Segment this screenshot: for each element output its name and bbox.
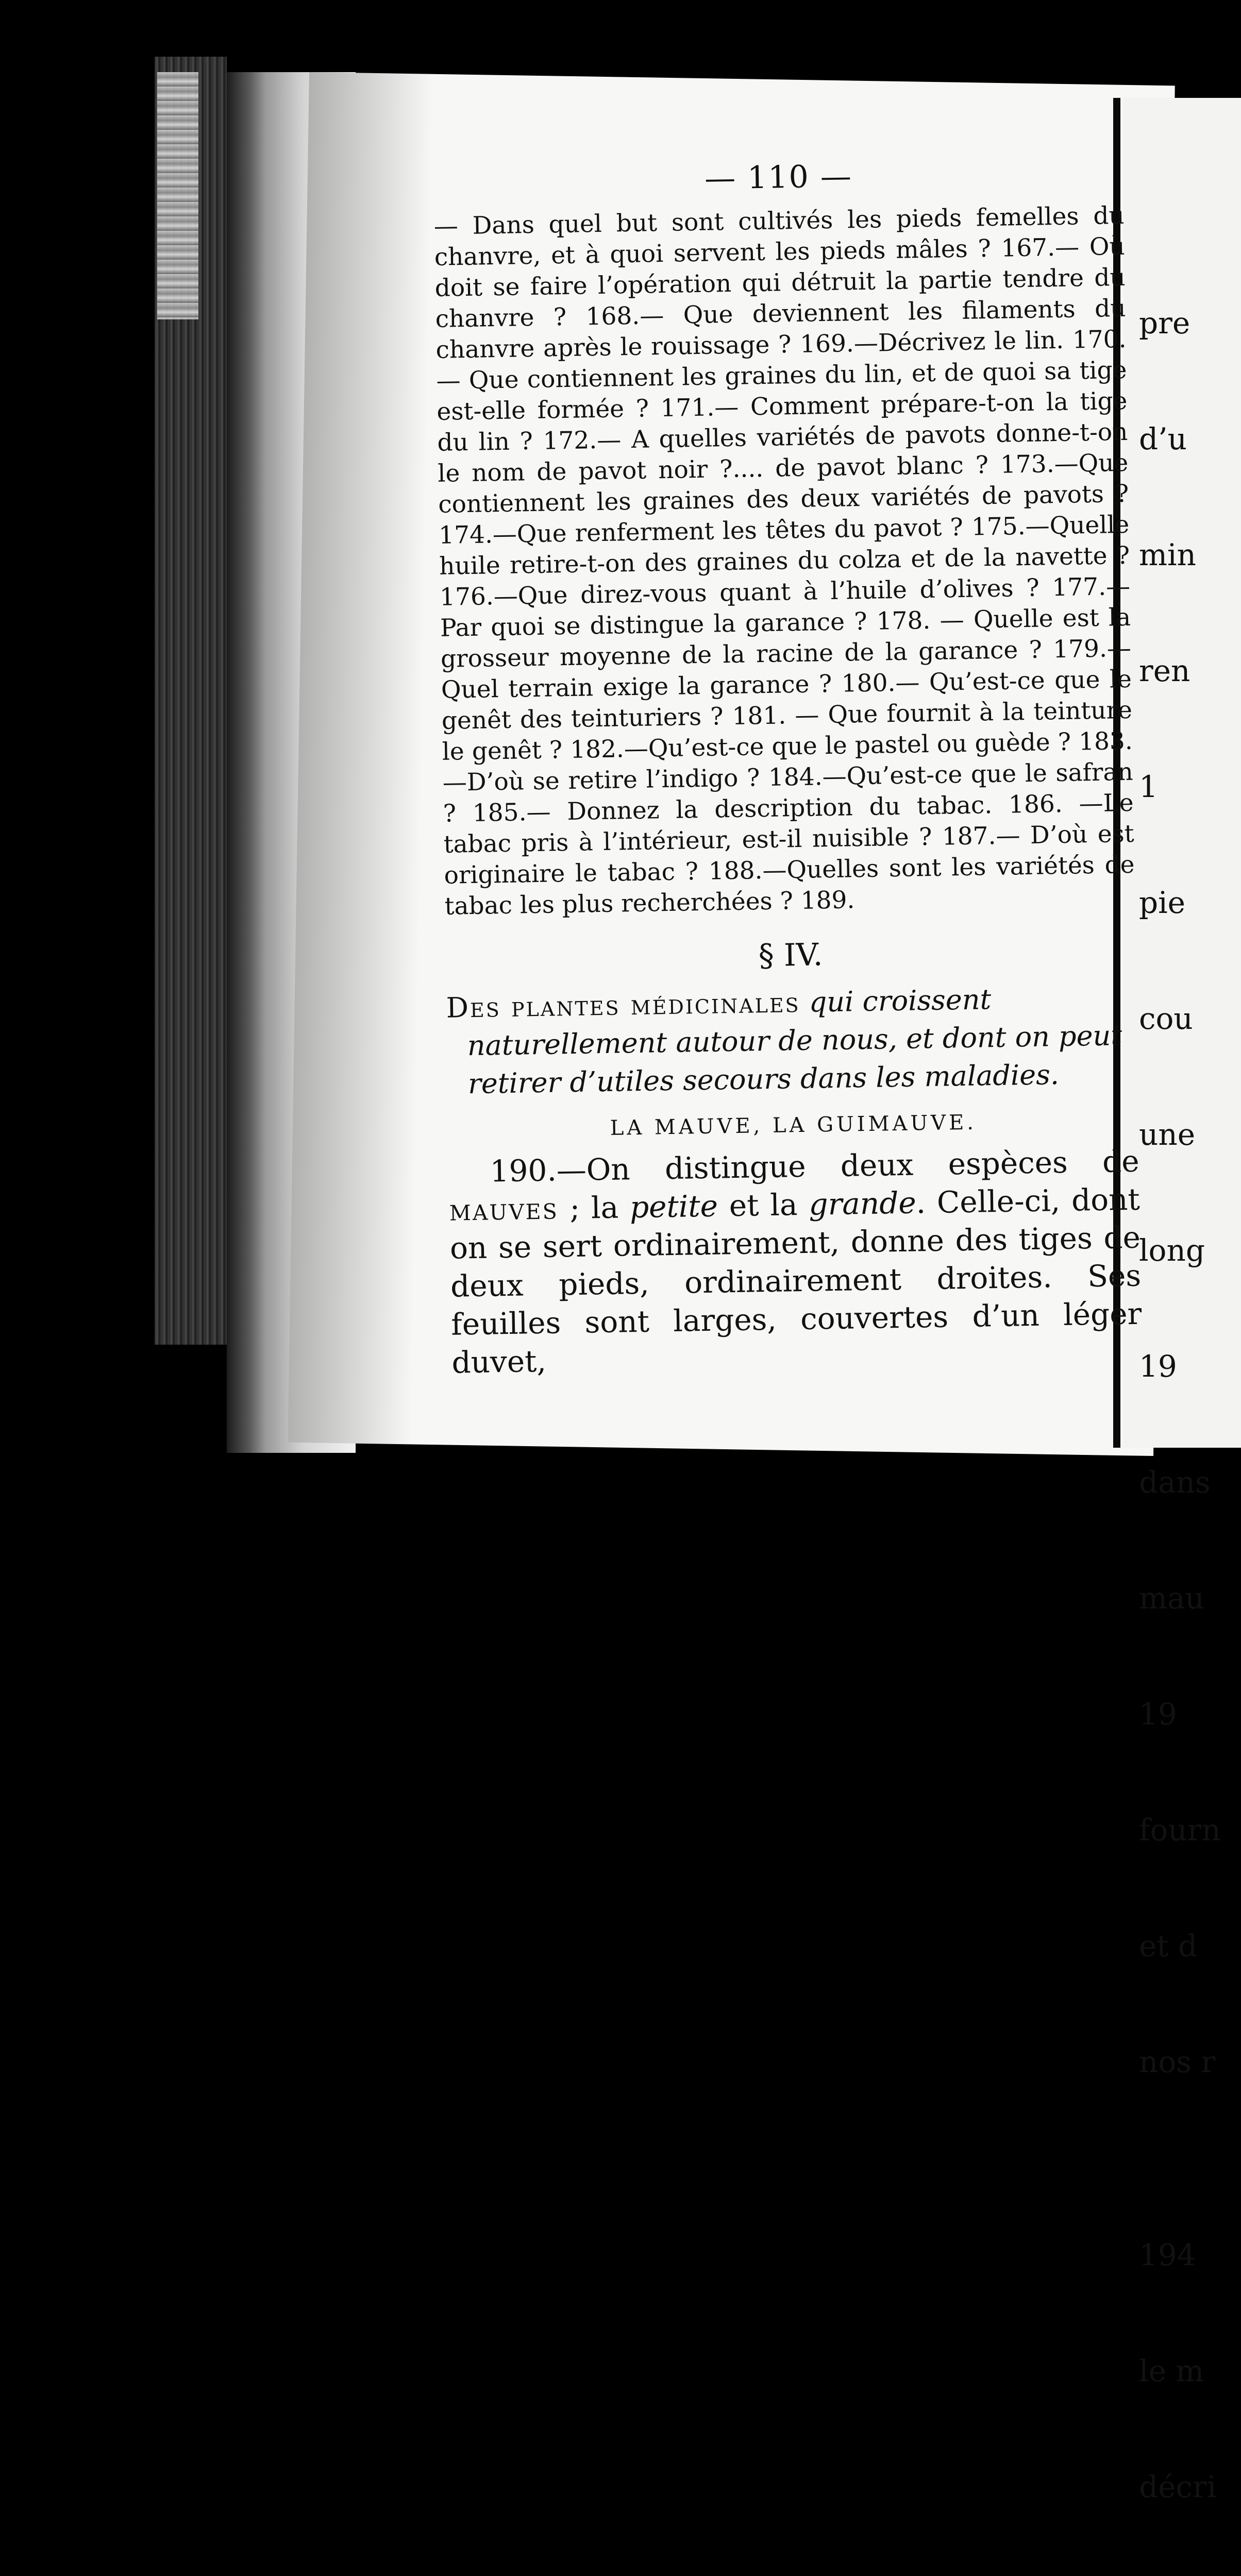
rp-line: dans (1139, 1465, 1211, 1500)
page-number: — 110 — (704, 158, 853, 197)
para-start: 190.—On distingue deux espèces de (490, 1143, 1140, 1189)
rp-line: et d (1139, 1928, 1198, 1963)
rp-line: 1 (1139, 769, 1158, 804)
rp-line: min (1139, 537, 1196, 572)
section-title-caps: Des plantes médicinales (446, 986, 801, 1024)
rp-line: 19 (1139, 1349, 1177, 1384)
section-heading: § IV. (758, 937, 824, 974)
rp-line: pie (1139, 885, 1186, 920)
para-mid2: et la (729, 1187, 798, 1224)
rp-line: le m (1139, 2353, 1204, 2388)
rp-line: mau (1139, 1581, 1204, 1616)
rp-line: ren (1139, 653, 1190, 688)
paragraph-190 (448, 1142, 1143, 1382)
right-page-text (1139, 227, 1241, 2576)
rp-line: 194 (1139, 2238, 1196, 2273)
review-questions: — Dans quel but sont cultivés les pieds femelles du chanvre, et à quoi servent les pieds mâles ? 167.— Où doit se faire l’opération qui détruit la partie tendre du chanvre ? 168.— Que deviennent les filaments du chanvre après le rouissage ? 169.—Décrivez le lin. 170.— Que contiennent les graines du lin, et de quoi sa tige est-elle formée ? 171.— Comment prépare-t-on la tige du lin ? 172.— A quelles variétés de pavots donne-t-on le nom de pavot noir ?.... de pavot blanc ? 173.—Que contiennent les graines des deux variétés de pavots ? 174.—Que renferment les têtes du pavot ? 175.—Quelle huile retire-t-on des graines du colza et de la navette ? 176.—Que direz-vous quant à l’huile d’olives ? 177.— Par quoi se distingue la garance ? 178. — Quelle est la grosseur moyenne de la racine de la garance ? 179.— Quel terrain exige la garance ? 180.— Qu’est-ce que le genêt des teinturiers ? 181. — Que fournit à la teinture le genêt ? 182.—Qu’est-ce que le pastel ou guède ? 183. —D’où se retire l’indigo ? 184.—Qu’est-ce que le safran ? 185.— Donnez la description du tabac. 186. —Le tabac pris à l’intérieur, est-il nuisible ? 187.— D’où est originaire le tabac ? 188.—Quelles sont les variétés de tabac les plus recherchées ? 189. (433, 201, 1135, 921)
binding-ornament (157, 72, 198, 319)
rp-line: 19 (1139, 1697, 1177, 1732)
rp-line: d’u (1139, 421, 1187, 456)
rp-line: une (1139, 1117, 1196, 1152)
page-content (433, 154, 1143, 1382)
para-ital2: grande (808, 1185, 917, 1222)
section-title (446, 978, 1138, 1104)
section-title-italic: qui croissent naturellement autour de nous, et dont on peut retirer d’utiles secours dans les maladies. (467, 983, 1122, 1100)
rp-line: cou (1139, 1001, 1193, 1036)
rp-line: nos r (1139, 2044, 1216, 2079)
rp-line: fourn (1139, 1812, 1221, 1848)
para-rest: . Celle-ci, dont on se sert ordinairement, donne des tiges de deux pieds, ordinairement droites. Ses feuilles sont larges, couvertes d’un léger duvet, (449, 1181, 1142, 1380)
page-shadow (288, 72, 433, 1444)
rp-line: long (1139, 1233, 1205, 1268)
para-mid1: ; la (569, 1190, 619, 1226)
para-caps: mauves (449, 1191, 559, 1228)
plant-heading: LA MAUVE, LA GUIMAUVE. (610, 1110, 977, 1140)
rp-line: décri (1139, 2469, 1217, 2504)
para-ital1: petite (629, 1188, 718, 1225)
rp-line: pre (1139, 306, 1190, 341)
